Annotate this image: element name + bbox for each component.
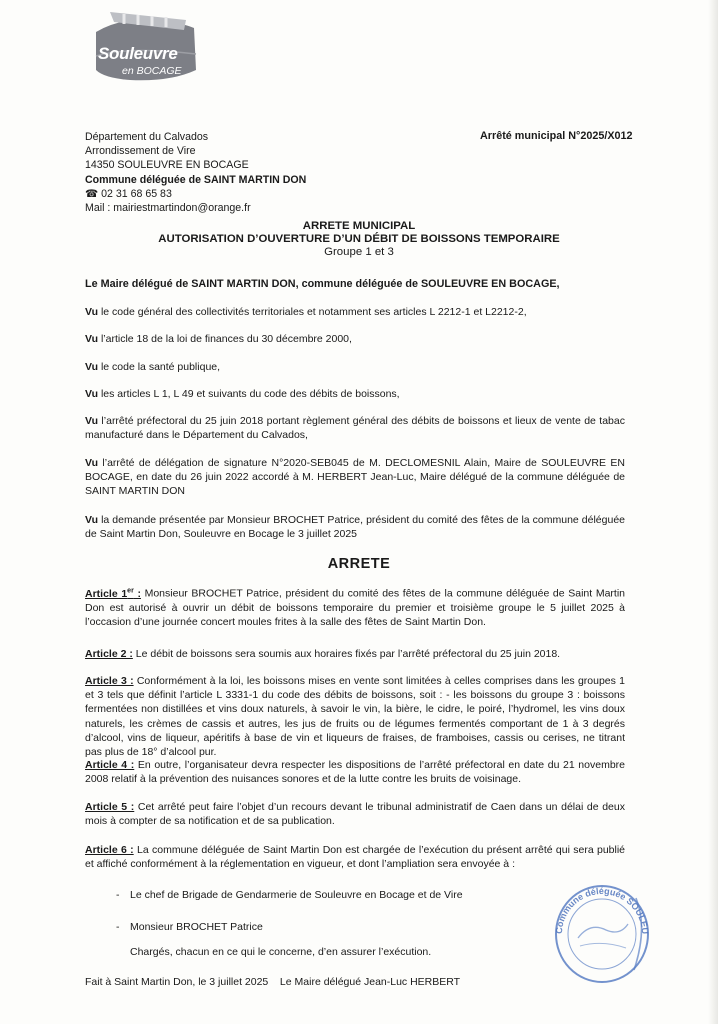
- article-text: Monsieur BROCHET Patrice, président du comité des fêtes de la commune déléguée de Saint Martin Don est autorisé à ouvrir un débit de boissons temporaire du premier et troisième groupe le 5 juillet 2025 à l’occasion d’une journée concert moules frites à la salle des fêtes de Saint Martin Don.: [85, 587, 625, 628]
- article-label: Article 2 :: [85, 648, 133, 660]
- article-2: [85, 647, 625, 661]
- vu-text: l’arrêté préfectoral du 25 juin 2018 portant règlement général des débits de boissons et lieux de vente de tabac manufacturé dans le Département du Calvados,: [85, 415, 625, 442]
- article-1: [85, 584, 625, 629]
- article-5: [85, 800, 625, 828]
- document-titles: [0, 220, 718, 259]
- vu-paragraph: [85, 456, 625, 499]
- official-stamp: [550, 878, 654, 986]
- arrete-reference: Arrêté municipal N°2025/X012: [480, 130, 633, 142]
- vu-text: le code la santé publique,: [98, 361, 221, 373]
- list-dash: -: [116, 921, 120, 933]
- vu-word: Vu: [85, 415, 99, 427]
- header-line: 14350 SOULEUVRE EN BOCAGE: [85, 159, 249, 172]
- vu-word: Vu: [85, 361, 99, 373]
- vu-paragraph: [85, 332, 625, 346]
- title-groupe: Groupe 1 et 3: [324, 246, 394, 258]
- header-line: Arrondissement de Vire: [85, 145, 196, 158]
- vu-paragraph: [85, 360, 625, 374]
- page-edge-shadow: [708, 0, 718, 1024]
- header-address: [85, 130, 385, 215]
- vu-paragraph: [85, 305, 625, 319]
- article-4: [85, 758, 625, 786]
- article-text: En outre, l’organisateur devra respecter les dispositions de l’arrêté préfectoral en date du 21 novembre 2008 relatif à la prévention des nuisances sonores et de la lutte contre les bruits de voisinage.: [85, 759, 625, 786]
- header-mail: Mail : mairiestmartindon@orange.fr: [85, 202, 251, 215]
- signature-line: Fait à Saint Martin Don, le 3 juillet 2025 Le Maire délégué Jean-Luc HERBERT: [85, 976, 461, 988]
- maire-statement: Le Maire délégué de SAINT MARTIN DON, commune déléguée de SOULEUVRE EN BOCAGE,: [85, 278, 560, 290]
- header-line: Département du Calvados: [85, 131, 209, 143]
- article-3: [85, 674, 625, 759]
- article-text: Cet arrêté peut faire l’objet d’un recours devant le tribunal administratif de Caen dans un délai de deux mois à compter de sa notification et de sa publication.: [85, 801, 625, 828]
- vu-paragraph: [85, 414, 625, 442]
- article-label: Article 1er :: [85, 587, 141, 600]
- vu-word: Vu: [85, 333, 99, 345]
- article-text: Le débit de boissons sera soumis aux horaires fixés par l’arrêté préfectoral du 25 juin 2018.: [132, 648, 561, 660]
- vu-text: le code général des collectivités territoriales et notamment ses articles L 2212-1 et L2212-2,: [98, 306, 527, 318]
- article-label: Article 5 :: [85, 801, 135, 813]
- article-6: [85, 843, 625, 871]
- title-autorisation: AUTORISATION D’OUVERTURE D’UN DÉBIT DE BOISSONS TEMPORAIRE: [158, 233, 560, 245]
- article-text: La commune déléguée de Saint Martin Don est chargée de l’exécution du présent arrêté qui sera publié et affiché conformément à la réglementation en vigueur, et dont l’ampliation sera envoyée à :: [85, 844, 626, 871]
- list-item-text: Le chef de Brigade de Gendarmerie de Souleuvre en Bocage et de Vire: [130, 889, 463, 901]
- article-label: Article 4 :: [85, 759, 135, 771]
- list-dash: -: [116, 889, 120, 901]
- charges-line: Chargés, chacun en ce qui le concerne, d’en assurer l’exécution.: [130, 946, 432, 958]
- vu-text: l’article 18 de la loi de finances du 30 décembre 2000,: [98, 333, 352, 345]
- vu-text: la demande présentée par Monsieur BROCHET Patrice, président du comité des fêtes de la commune déléguée de Saint Martin Don, Souleuvre en Bocage le 3 juillet 2025: [85, 514, 625, 541]
- header-commune: Commune déléguée de SAINT MARTIN DON: [85, 173, 307, 186]
- article-text: Conformément à la loi, les boissons mises en vente sont limitées à celles comprises dans les groupes 1 et 3 tels que définit l’article L 3331-1 du code des débits de boissons, soit : - les boissons du groupe 3 : boissons fermentées non distillées et vins doux naturels, à savoir le vin, la bière, le cidre, le poiré, l’hydromel, les vins doux naturels, les crèmes de cassis et autres, les jus de fruits ou de légumes fermentés comportant de 1 à 3 degrés d’alcool, vins de liqueur, apéritifs à base de vin et liqueurs de fraises, de framboises, cassis ou cerises, ne titrant pas plus de 18° d’alcool pur.: [85, 675, 625, 759]
- title-arrete-municipal: ARRETE MUNICIPAL: [302, 220, 416, 232]
- logo-text-sub: en BOCAGE: [122, 65, 182, 77]
- vu-word: Vu: [85, 457, 99, 469]
- svg-text:Commune déléguée SOULEUVRE EN: Commune déléguée SOULEU: [553, 885, 651, 935]
- logo-text-main: Souleuvre: [98, 44, 178, 63]
- vu-text: les articles L 1, L 49 et suivants du code des débits de boissons,: [98, 388, 400, 400]
- header-phone: [85, 187, 385, 201]
- article-label: Article 3 :: [85, 675, 134, 687]
- list-item-text: Monsieur BROCHET Patrice: [130, 921, 263, 933]
- stamp-icon: [550, 878, 654, 986]
- vu-word: Vu: [85, 306, 99, 318]
- vu-text: l’arrêté de délégation de signature N°2020-SEB045 de M. DECLOMESNIL Alain, Maire de SOULEUVRE EN BOCAGE, en date du 26 juin 2022 accordé à M. HERBERT Jean-Luc, Maire délégué de la commune déléguée de SAINT MARTIN DON: [85, 457, 625, 498]
- phone-number: 02 31 68 65 83: [98, 187, 172, 200]
- vu-word: Vu: [85, 514, 99, 526]
- vu-paragraph: [85, 387, 625, 401]
- vu-paragraph: [85, 513, 625, 541]
- article-label: Article 6 :: [85, 844, 134, 856]
- arrete-heading: ARRETE: [327, 556, 391, 572]
- souleuvre-logo: [90, 10, 200, 84]
- vu-word: Vu: [85, 388, 99, 400]
- phone-icon: ☎: [85, 187, 99, 200]
